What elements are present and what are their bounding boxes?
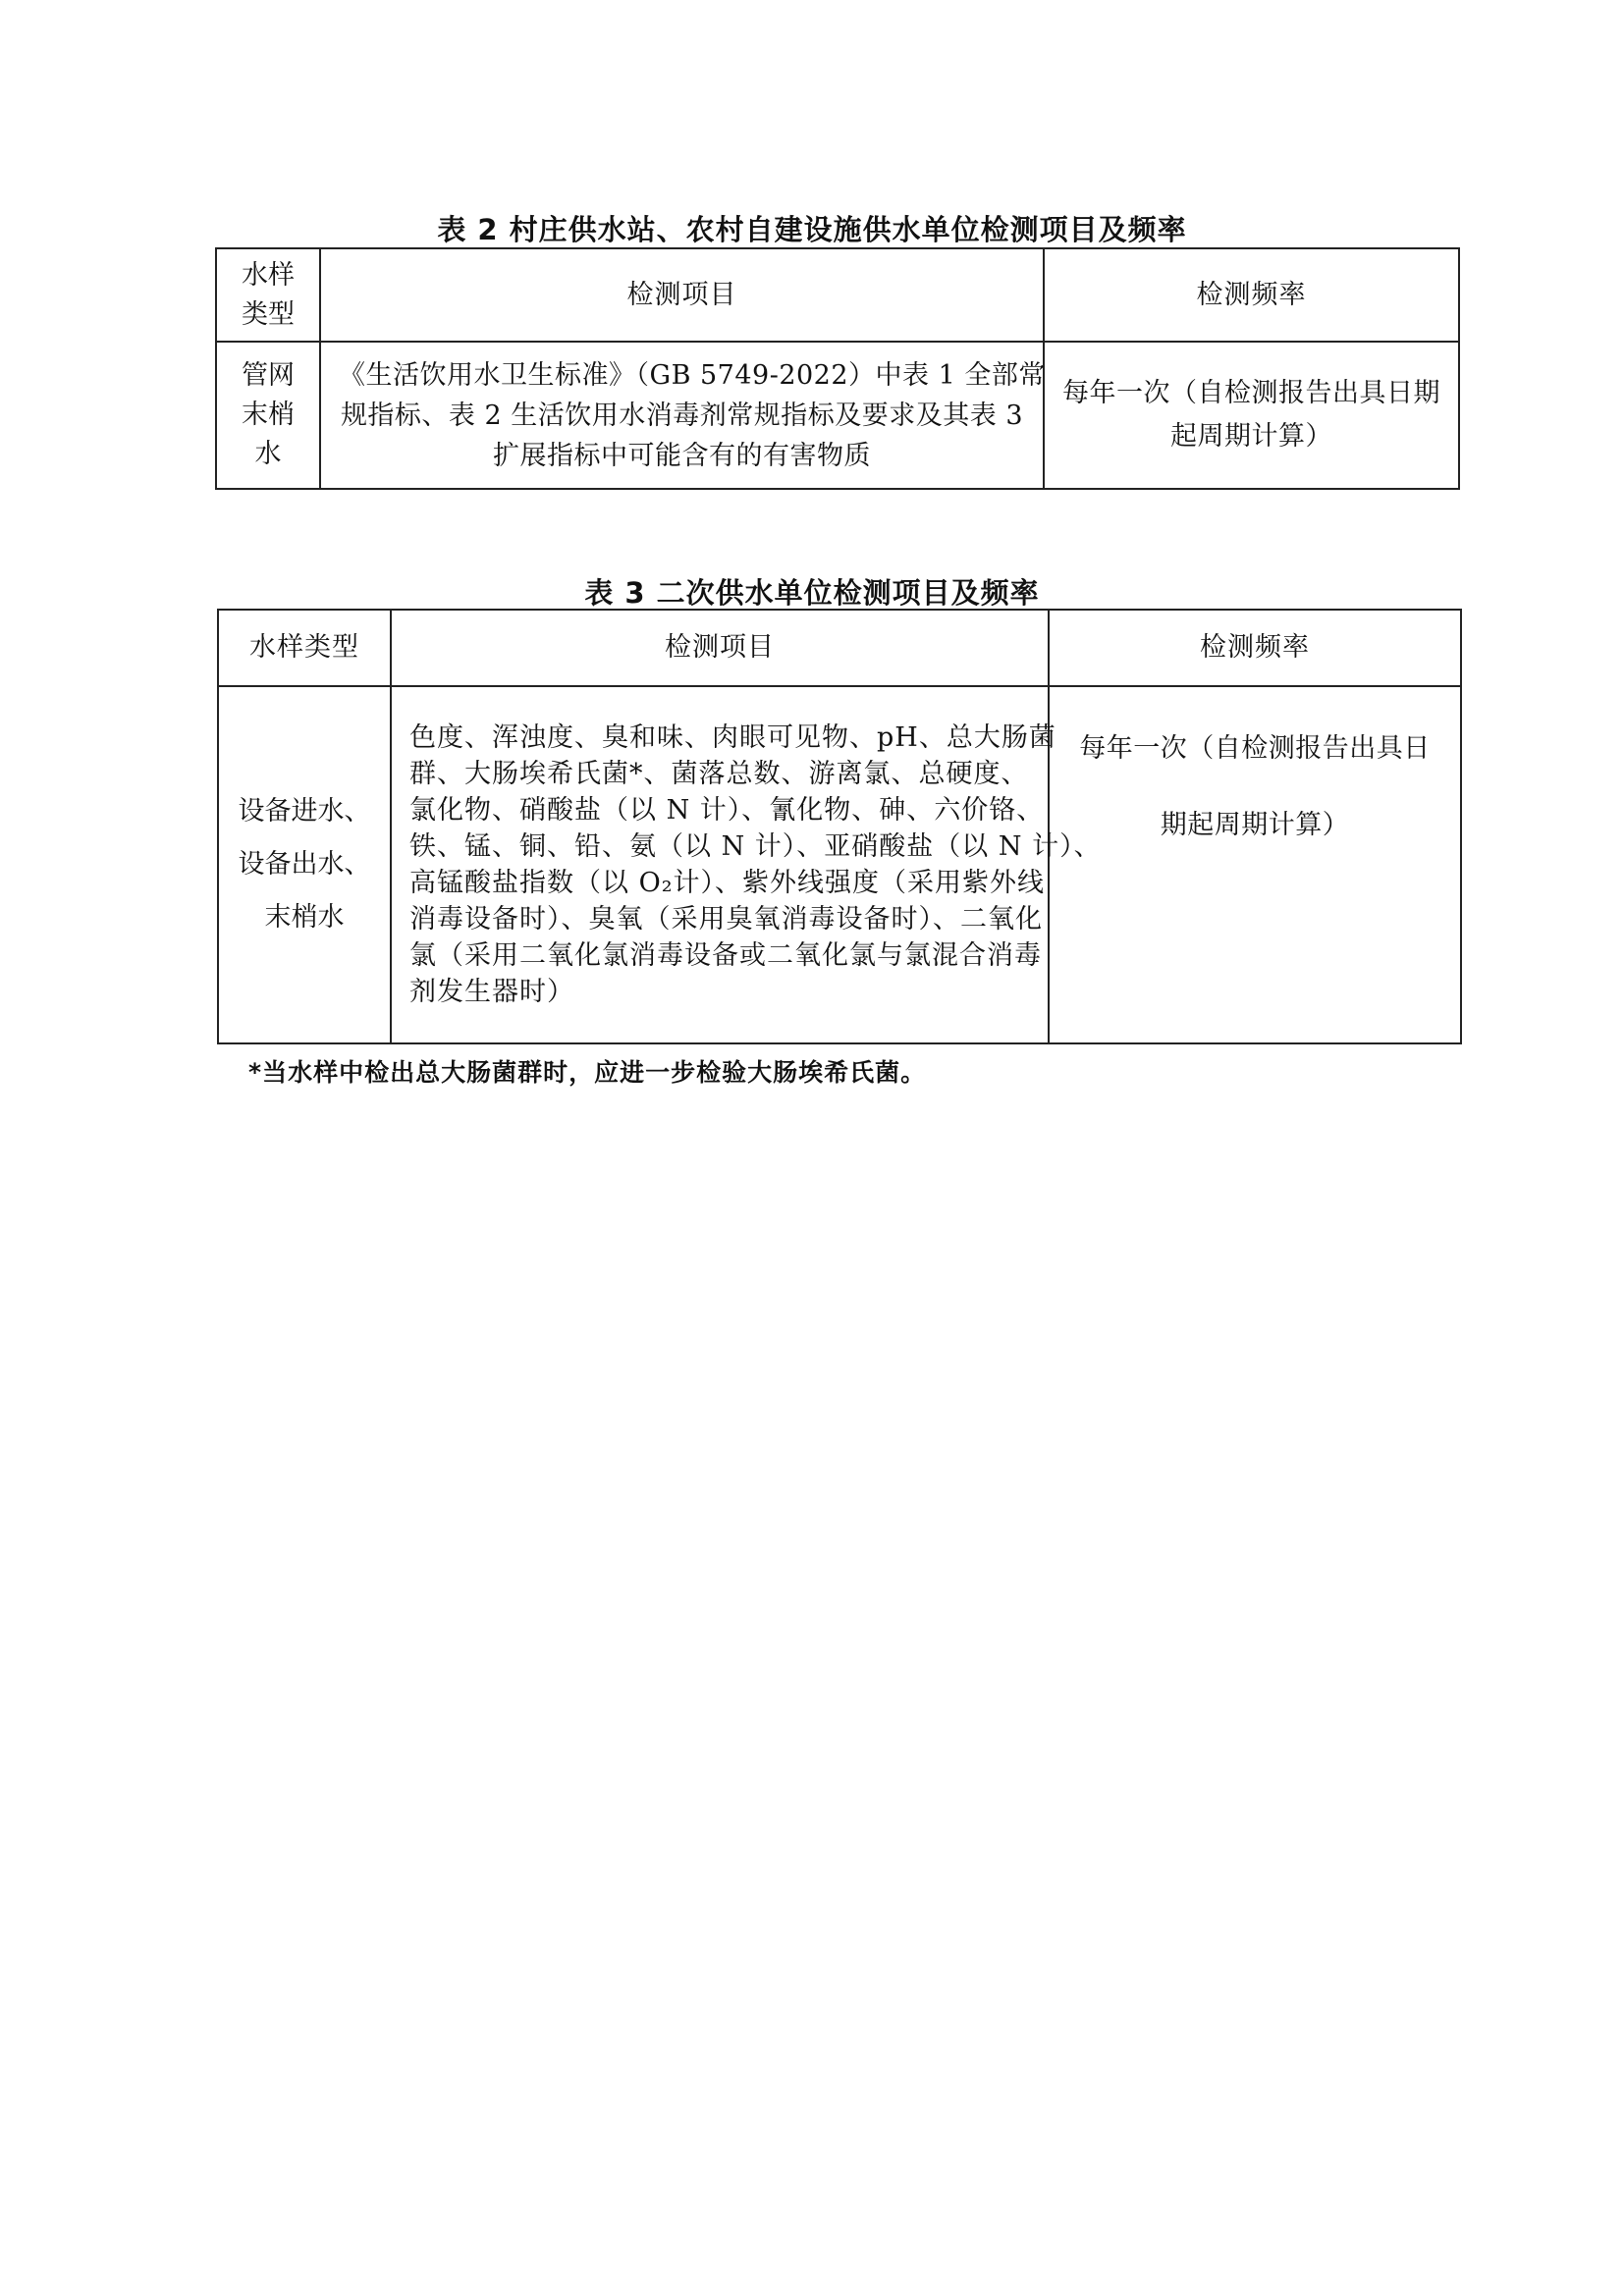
test-items-line: 扩展指标中可能含有的有害物质 (493, 440, 871, 471)
sample-type-line: 设备进水、 (238, 796, 371, 827)
test-items-line: 高锰酸盐指数（以 O₂计）、紫外线强度（采用紫外线 (409, 868, 1046, 898)
frequency-line: 起周期计算） (1170, 421, 1332, 452)
test-items-line: 群、大肠埃希氏菌*、菌落总数、游离氯、总硬度、 (409, 759, 1029, 789)
table-3-title: 表 3 二次供水单位检测项目及频率 (584, 576, 1040, 610)
header-sample-type-line: 水样 (242, 259, 295, 291)
table-3-sample-type-cell (218, 686, 391, 1043)
table-2-sample-type-cell (216, 342, 320, 489)
table-2-test-items-cell (320, 342, 1044, 489)
header-sample-type-line: 类型 (242, 298, 295, 330)
header-frequency-label: 检测频率 (1196, 279, 1307, 310)
table-2-header-row (216, 248, 1459, 342)
sample-type-line: 水 (254, 439, 282, 469)
test-items-line: 色度、浑浊度、臭和味、肉眼可见物、pH、总大肠菌 (409, 722, 1056, 753)
table-2-header-sample-type (216, 248, 320, 342)
test-items-line: 剂发生器时） (409, 977, 574, 1007)
test-items-line: 消毒设备时）、臭氧（采用臭氧消毒设备时）、二氧化 (409, 904, 1043, 934)
sample-type-line: 设备出水、 (238, 849, 371, 880)
sample-type-line: 管网 (242, 360, 295, 391)
table-3-header-sample-type (218, 610, 391, 686)
test-items-line: 氯化物、硝酸盐（以 N 计）、氰化物、砷、六价铬、 (409, 795, 1045, 826)
table-2-header-frequency (1044, 248, 1459, 342)
header-sample-type-label: 水样类型 (249, 632, 359, 663)
table-3-header-row (218, 610, 1461, 686)
frequency-line: 每年一次（自检测报告出具日期 (1062, 378, 1440, 408)
table-2-header-test-items (320, 248, 1044, 342)
table-3 (217, 609, 1462, 1044)
frequency-line: 每年一次（自检测报告出具日 (1079, 733, 1431, 764)
table-2-row (216, 342, 1459, 489)
table-2-frequency-cell (1044, 342, 1459, 489)
table-3-header-frequency (1049, 610, 1461, 686)
sample-type-line: 末梢 (242, 400, 295, 430)
header-test-items-label: 检测项目 (665, 632, 775, 663)
test-items-line: 铁、锰、铜、铅、氨（以 N 计）、亚硝酸盐（以 N 计）、 (409, 831, 1102, 862)
table-3-test-items-cell (391, 686, 1102, 1043)
table-2 (215, 247, 1460, 490)
header-test-items-label: 检测项目 (626, 279, 737, 310)
table-3-frequency-cell (1049, 686, 1461, 1043)
table-3-header-test-items (391, 610, 1049, 686)
header-frequency-label: 检测频率 (1200, 632, 1310, 663)
frequency-line: 期起周期计算） (1160, 810, 1350, 840)
table-2-title: 表 2 村庄供水站、农村自建设施供水单位检测项目及频率 (437, 213, 1187, 246)
sample-type-line: 末梢水 (264, 902, 345, 933)
test-items-line: 《生活饮用水卫生标准》（GB 5749-2022）中表 1 全部常 (339, 359, 1046, 391)
test-items-line: 氯（采用二氧化氯消毒设备或二氧化氯与氯混合消毒 (409, 940, 1042, 971)
table-3-row (218, 686, 1461, 1043)
test-items-line: 规指标、表 2 生活饮用水消毒剂常规指标及要求及其表 3 (340, 400, 1024, 431)
footnote: *当水样中检出总大肠菌群时，应进一步检验大肠埃希氏菌。 (248, 1058, 927, 1087)
